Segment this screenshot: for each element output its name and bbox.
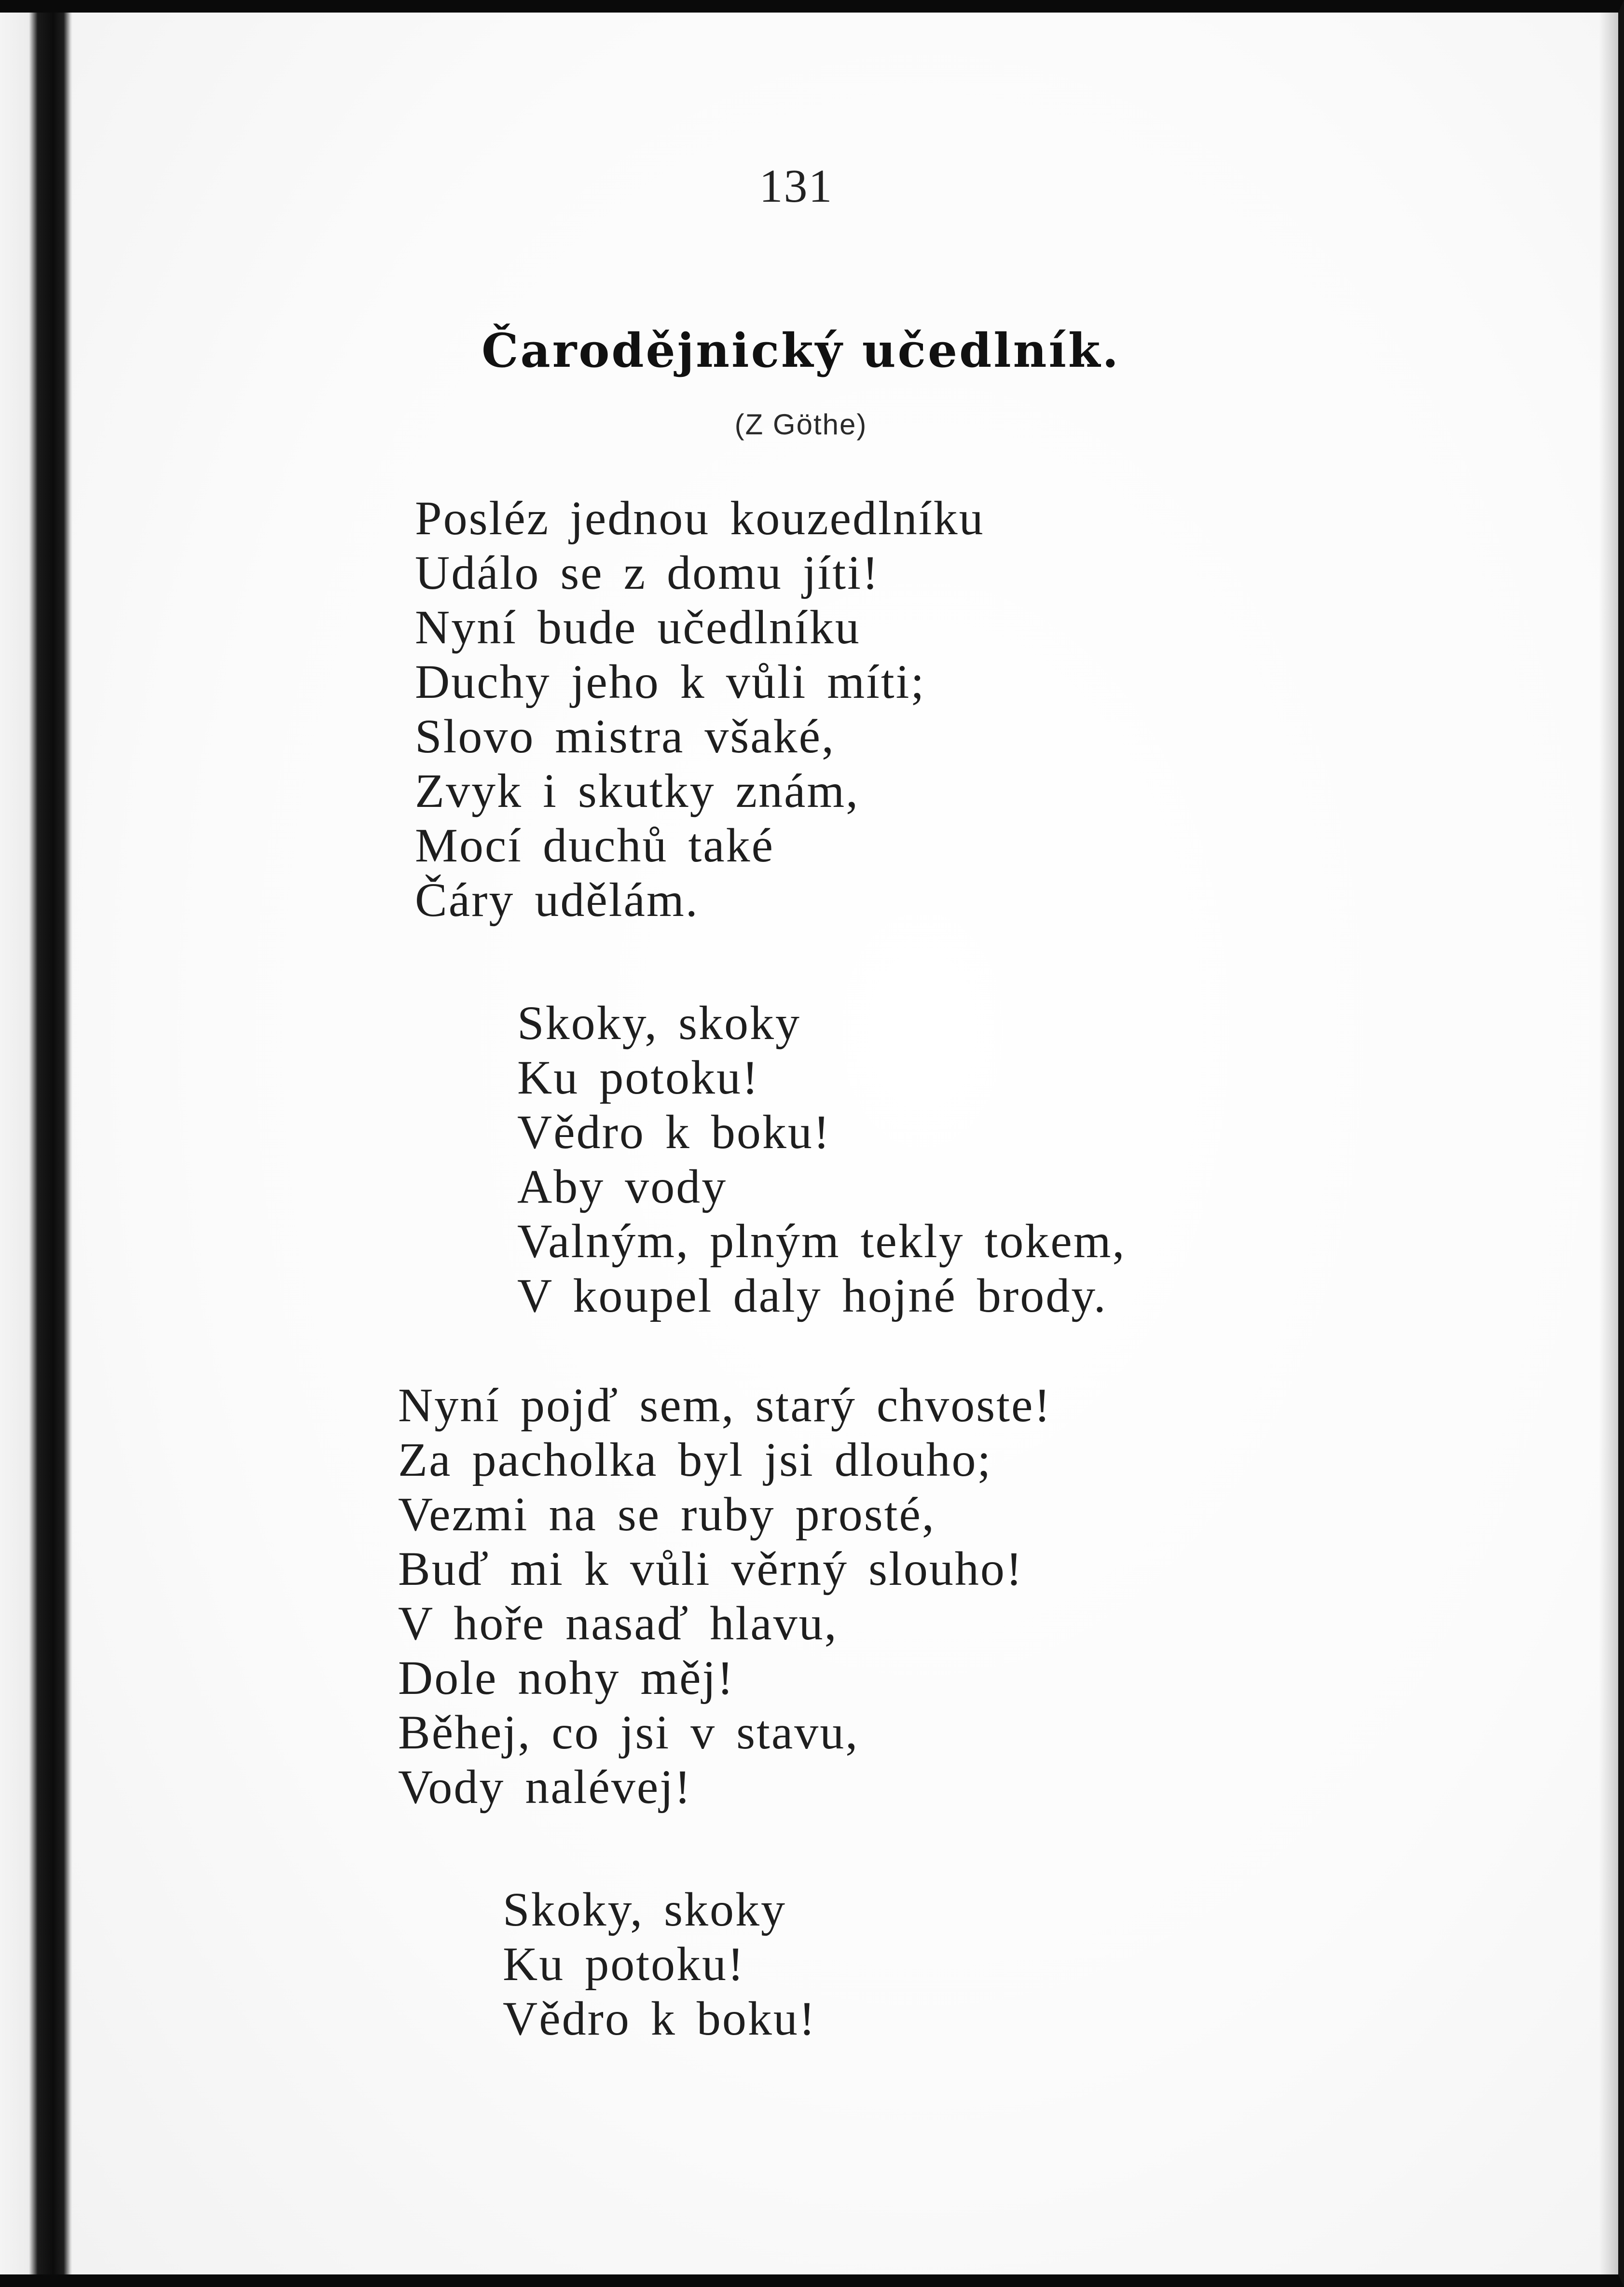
stanza-1 — [415, 491, 985, 927]
verse-line: Událo se z domu jíti! — [415, 546, 880, 599]
verse-line: Běhej, co jsi v stavu, — [398, 1705, 859, 1759]
poem-title: Čarodějnický učedlník. — [482, 323, 1120, 378]
verse-line: Slovo mistra všaké, — [415, 709, 836, 763]
verse-line: Ku potoku! — [517, 1051, 760, 1104]
verse-line: Skoky, skoky — [517, 996, 801, 1050]
verse-line: Vědro k boku! — [503, 1992, 817, 2045]
verse-line: Vody nalévej! — [398, 1760, 692, 1814]
verse-line: Nyní pojď sem, starý chvoste! — [398, 1378, 1052, 1432]
verse-line: V koupel daly hojné brody. — [517, 1269, 1107, 1322]
verse-line: Duchy jeho k vůli míti; — [415, 655, 926, 708]
verse-line: Čáry udělám. — [415, 873, 699, 927]
verse-line: Aby vody — [517, 1160, 728, 1213]
stanza-3 — [398, 1378, 1052, 1814]
verse-line: Dole nohy měj! — [398, 1651, 735, 1705]
verse-line: Za pacholka byl jsi dlouho; — [398, 1433, 992, 1486]
page-number: 131 — [759, 160, 833, 212]
verse-line: V hoře nasaď hlavu, — [398, 1596, 838, 1650]
verse-line: Posléz jednou kouzedlníku — [415, 491, 985, 545]
poem-subtitle: (Z Göthe) — [734, 408, 867, 441]
verse-line: Vezmi na se ruby prosté, — [398, 1487, 936, 1541]
verse-line: Valným, plným tekly tokem, — [517, 1214, 1126, 1268]
verse-line: Vědro k boku! — [517, 1105, 831, 1159]
stanza-4-refrain — [503, 1882, 816, 2046]
verse-line: Nyní bude učedlníku — [415, 600, 861, 654]
verse-line: Skoky, skoky — [503, 1883, 787, 1936]
verse-line: Zvyk i skutky znám, — [415, 764, 860, 818]
verse-line: Buď mi k vůli věrný slouho! — [398, 1542, 1024, 1595]
verse-line: Ku potoku! — [503, 1937, 745, 1991]
verse-line: Mocí duchů také — [415, 818, 775, 872]
stanza-2-refrain — [517, 996, 1126, 1323]
